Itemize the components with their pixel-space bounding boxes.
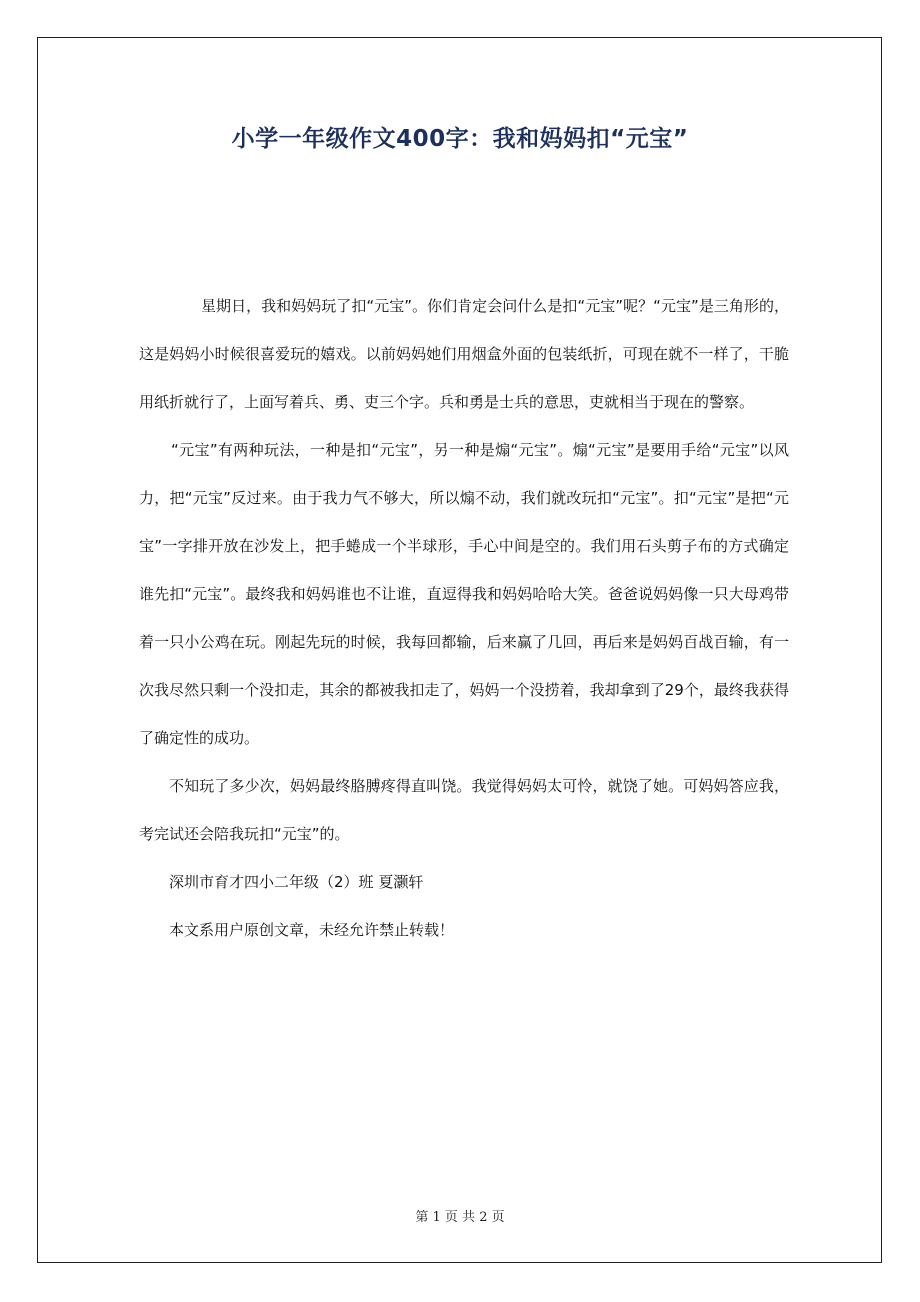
document-title: 小学一年级作文400字：我和妈妈扣“元宝” <box>231 126 689 152</box>
paragraph-1: 星期日，我和妈妈玩了扣“元宝”。你们肯定会问什么是扣“元宝”呢？“元宝”是三角形的，这是妈妈小时候很喜爱玩的嬉戏。以前妈妈她们用烟盒外面的包装纸折，可现在就不一样了，干脆用纸折就行了，上面写着兵、勇、吏三个字。兵和勇是士兵的意思，吏就相当于现在的警察。 <box>139 297 789 411</box>
paragraph-2: “元宝”有两种玩法，一种是扣“元宝”，另一种是煽“元宝”。煽“元宝”是要用手给“元宝”以风力，把“元宝”反过来。由于我力气不够大，所以煽不动，我们就改玩扣“元宝”。扣“元宝”是把“元宝”一字排开放在沙发上，把手蜷成一个半球形，手心中间是空的。我们用石头剪子布的方式确定谁先扣“元宝”。最终我和妈妈谁也不让谁，直逗得我和妈妈哈哈大笑。爸爸说妈妈像一只大母鸡带着一只小公鸡在玩。刚起先玩的时候，我每回都输，后来赢了几回，再后来是妈妈百战百输，有一次我尽然只剩一个没扣走，其余的都被我扣走了，妈妈一个没捞着，我却拿到了29个，最终我获得了确定性的成功。 <box>139 441 789 747</box>
author-signature: 深圳市育才四小二年级（2）班 夏灏轩 <box>169 873 424 891</box>
page-number-footer: 第 1 页 共 2 页 <box>415 1210 505 1225</box>
copyright-notice: 本文系用户原创文章，未经允许禁止转载！ <box>169 921 455 939</box>
document-body <box>139 282 789 954</box>
paragraph-3: 不知玩了多少次，妈妈最终胳膊疼得直叫饶。我觉得妈妈太可怜，就饶了她。可妈妈答应我，考完试还会陪我玩扣“元宝”的。 <box>139 777 789 843</box>
